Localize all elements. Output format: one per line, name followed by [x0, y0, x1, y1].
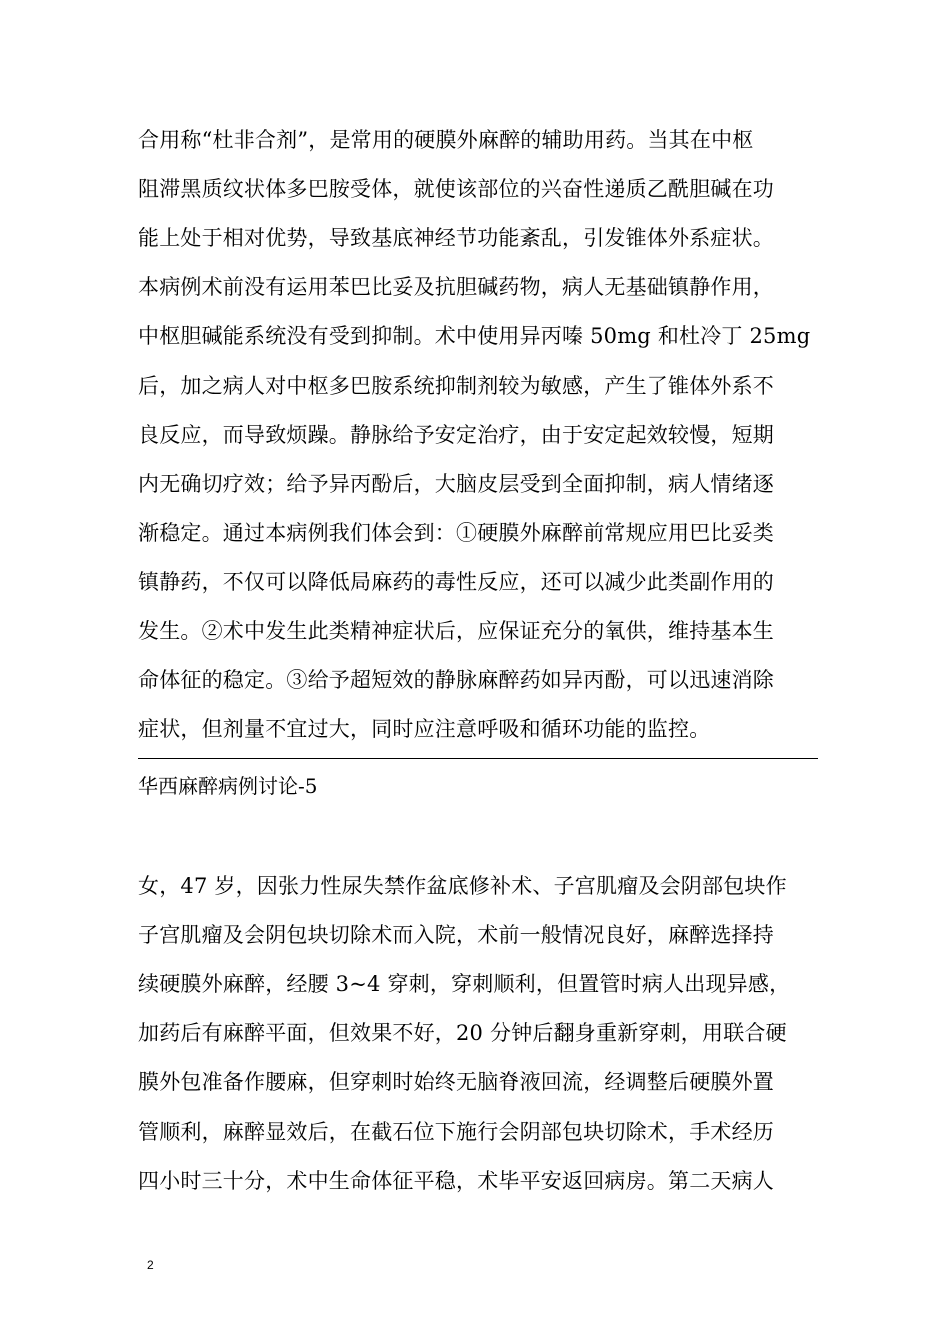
page-number: 2: [147, 1258, 154, 1272]
text-line: 渐稳定。通过本病例我们体会到：①硬膜外麻醉前常规应用巴比妥类: [138, 520, 774, 545]
section-divider: [138, 758, 818, 759]
text-line: 加药后有麻醉平面，但效果不好，20 分钟后翻身重新穿刺，用联合硬: [138, 1021, 787, 1046]
text-line: 四小时三十分，术中生命体征平稳，术毕平安返回病房。第二天病人: [138, 1168, 774, 1193]
text-line: 症状，但剂量不宜过大，同时应注意呼吸和循环功能的监控。: [138, 717, 711, 742]
text-line: 镇静药，不仅可以降低局麻药的毒性反应，还可以减少此类副作用的: [138, 569, 774, 594]
text-line: 良反应，而导致烦躁。静脉给予安定治疗，由于安定起效较慢，短期: [138, 422, 774, 447]
text-line: 命体征的稳定。③给予超短效的静脉麻醉药如异丙酚，可以迅速消除: [138, 668, 774, 693]
text-line: 续硬膜外麻醉，经腰 3~4 穿刺，穿刺顺利，但置管时病人出现异感，: [138, 972, 791, 997]
text-line: 子宫肌瘤及会阴包块切除术而入院，术前一般情况良好，麻醉选择持: [138, 923, 774, 948]
text-line: 女，47 岁，因张力性尿失禁作盆底修补术、子宫肌瘤及会阴部包块作: [138, 874, 787, 898]
text-line: 阻滞黑质纹状体多巴胺受体，就使该部位的兴奋性递质乙酰胆碱在功: [138, 177, 774, 202]
case-heading: 华西麻醉病例讨论-5: [138, 774, 318, 798]
text-line: 合用称“杜非合剂”，是常用的硬膜外麻醉的辅助用药。当其在中枢: [138, 128, 754, 152]
text-line: 后，加之病人对中枢多巴胺系统抑制剂较为敏感，产生了锥体外系不: [138, 373, 774, 398]
text-line: 内无确切疗效；给予异丙酚后，大脑皮层受到全面抑制，病人情绪逐: [138, 471, 774, 496]
text-line: 管顺利，麻醉显效后，在截石位下施行会阴部包块切除术，手术经历: [138, 1119, 774, 1144]
text-line: 能上处于相对优势，导致基底神经节功能紊乱，引发锥体外系症状。: [138, 226, 774, 251]
text-line: 膜外包准备作腰麻，但穿刺时始终无脑脊液回流，经调整后硬膜外置: [138, 1070, 774, 1095]
text-line: 中枢胆碱能系统没有受到抑制。术中使用异丙嗪 50mg 和杜冷丁 25mg: [138, 324, 811, 349]
text-line: 本病例术前没有运用苯巴比妥及抗胆碱药物，病人无基础镇静作用，: [138, 275, 774, 300]
text-line: 发生。②术中发生此类精神症状后，应保证充分的氧供，维持基本生: [138, 619, 774, 643]
